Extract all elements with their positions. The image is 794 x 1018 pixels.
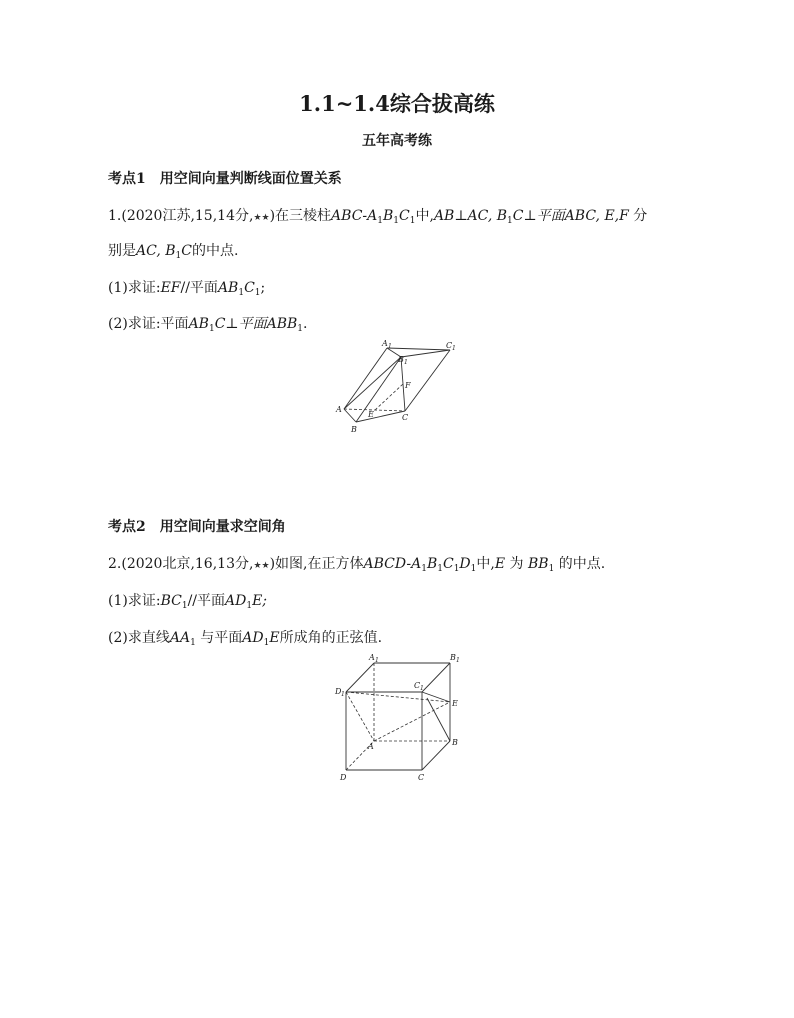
label-e: E bbox=[452, 699, 458, 708]
subscript: 1 bbox=[175, 251, 182, 261]
subscript: 1 bbox=[437, 564, 443, 574]
edge-ac bbox=[344, 409, 405, 411]
label-d1-sub: 1 bbox=[341, 691, 345, 698]
math: C⊥平面 bbox=[512, 208, 565, 224]
text: (2)求证:平面 bbox=[108, 316, 189, 332]
subscript: 1 bbox=[453, 564, 460, 574]
math: C bbox=[442, 556, 454, 572]
subscript: 1 bbox=[507, 216, 513, 226]
label-c1: C bbox=[446, 341, 453, 350]
page-subtitle: 五年高考练 bbox=[362, 133, 432, 149]
text: 分 bbox=[633, 208, 648, 224]
page-title: 1.1~1.4综合拔高练 bbox=[299, 91, 495, 116]
problem-1-part-2 bbox=[108, 313, 307, 334]
paren-close: ) bbox=[269, 208, 276, 224]
text: . bbox=[303, 316, 308, 332]
label-b1-sub: 1 bbox=[456, 657, 460, 664]
label-b: B bbox=[452, 738, 458, 747]
label-a: A bbox=[368, 742, 374, 751]
edge-a1a bbox=[344, 348, 387, 409]
math: D bbox=[459, 556, 471, 572]
edge-b1c1 bbox=[401, 350, 450, 357]
subscript: 1 bbox=[470, 564, 477, 574]
math: AB bbox=[188, 316, 209, 332]
subscript: 1 bbox=[548, 564, 555, 574]
subscript: 1 bbox=[238, 288, 245, 298]
section-2-heading bbox=[108, 516, 286, 536]
edge-b1b bbox=[356, 357, 401, 422]
label-b: B bbox=[351, 425, 357, 434]
subscript: 1 bbox=[208, 324, 215, 334]
edge-d1e bbox=[346, 692, 450, 702]
label-a1: A bbox=[382, 339, 388, 348]
math: AB bbox=[217, 280, 239, 296]
subscript: 1 bbox=[377, 216, 383, 226]
label-f: F bbox=[405, 381, 411, 390]
math: ABC, bbox=[564, 208, 600, 224]
math: E bbox=[494, 556, 506, 572]
text: 所成角的正弦值. bbox=[279, 630, 383, 646]
math: C bbox=[399, 208, 410, 224]
text: 别是 bbox=[108, 243, 136, 259]
problem-1-line-2 bbox=[108, 240, 238, 261]
label-c: C bbox=[418, 773, 425, 782]
subscript: 1 bbox=[254, 288, 261, 298]
math: ABB bbox=[266, 316, 298, 332]
section-1-title: 用空间向量判断线面位置关系 bbox=[159, 171, 342, 187]
math: C bbox=[244, 280, 255, 296]
section-1-label: 考点1 bbox=[108, 171, 146, 187]
label-c1: C bbox=[414, 681, 421, 690]
difficulty-icon: ★★ bbox=[253, 213, 270, 223]
problem-2-number: 2. bbox=[108, 556, 122, 572]
edge-c1b1 bbox=[422, 663, 450, 692]
problem-2-part-2 bbox=[108, 627, 382, 648]
subscript: 1 bbox=[421, 564, 427, 574]
math: B bbox=[383, 208, 394, 224]
text: (1)求证: bbox=[108, 593, 161, 609]
label-a1: A bbox=[369, 653, 375, 662]
edge-ab1 bbox=[344, 357, 401, 409]
label-c1-sub: 1 bbox=[452, 345, 456, 352]
label-d: D bbox=[340, 773, 347, 782]
edge-c1c bbox=[405, 350, 450, 411]
text: 的中点. bbox=[191, 243, 239, 259]
problem-2-part-1 bbox=[108, 590, 267, 611]
problem-2-source: (2020北京,16,13分, bbox=[121, 556, 254, 572]
math: BC bbox=[160, 593, 182, 609]
edge-cb bbox=[422, 741, 450, 770]
problem-1-source: (2020江苏,15,14分, bbox=[121, 208, 254, 224]
subscript: 1 bbox=[246, 601, 253, 611]
math: C bbox=[181, 243, 192, 259]
problem-1-part-1 bbox=[108, 277, 265, 298]
prism-figure bbox=[335, 338, 465, 438]
math: AA bbox=[169, 630, 191, 646]
subscript: 1 bbox=[263, 638, 270, 648]
label-a1-sub: 1 bbox=[375, 657, 379, 664]
subscript: 1 bbox=[297, 324, 304, 334]
paren-close: ) bbox=[269, 556, 276, 572]
edge-d1a1 bbox=[346, 663, 374, 692]
math: ABC-A bbox=[331, 208, 378, 224]
edge-a1c1 bbox=[387, 348, 450, 350]
section-1-heading bbox=[108, 168, 342, 188]
label-d1: D bbox=[335, 687, 342, 696]
math: ABCD-A bbox=[363, 556, 422, 572]
subscript: 1 bbox=[393, 216, 400, 226]
math: AD bbox=[242, 630, 264, 646]
math: BB bbox=[527, 556, 549, 572]
label-b1-sub: 1 bbox=[404, 359, 408, 366]
text: 中, bbox=[476, 556, 495, 572]
problem-2-line-1 bbox=[108, 553, 605, 574]
text: 在三棱柱 bbox=[275, 208, 332, 224]
math: E bbox=[269, 630, 280, 646]
edge-d1a bbox=[346, 692, 374, 741]
label-c: C bbox=[402, 413, 409, 422]
math: AB⊥AC, bbox=[433, 208, 493, 224]
text: 中, bbox=[415, 208, 434, 224]
label-a: A bbox=[336, 405, 342, 414]
label-e: E bbox=[368, 410, 374, 419]
text: 如图,在正方体 bbox=[275, 556, 364, 572]
text: 与平面 bbox=[200, 630, 243, 646]
text: //平面 bbox=[180, 280, 218, 296]
math: E; bbox=[252, 593, 268, 609]
problem-1-line-1 bbox=[108, 205, 647, 226]
subscript: 1 bbox=[181, 601, 188, 611]
text: 的中点. bbox=[558, 556, 606, 572]
math: AC, bbox=[136, 243, 161, 259]
difficulty-icon: ★★ bbox=[253, 561, 270, 571]
text: //平面 bbox=[187, 593, 225, 609]
section-2-label: 考点2 bbox=[108, 519, 146, 535]
text: (2)求直线 bbox=[108, 630, 170, 646]
problem-1-number: 1. bbox=[108, 208, 122, 224]
edge-ae bbox=[374, 702, 450, 741]
text: (1)求证: bbox=[108, 280, 161, 296]
cube-figure bbox=[332, 650, 472, 785]
edge-bc bbox=[356, 411, 405, 422]
subscript: 1 bbox=[190, 638, 196, 648]
edge-c1b-diag bbox=[427, 698, 450, 741]
math: B bbox=[426, 556, 438, 572]
math: AD bbox=[225, 593, 247, 609]
math: B bbox=[496, 208, 508, 224]
edge-ab bbox=[344, 409, 356, 422]
text: ; bbox=[260, 280, 266, 296]
label-c1-sub: 1 bbox=[420, 685, 424, 692]
math: EF bbox=[160, 280, 181, 296]
text: 为 bbox=[509, 556, 524, 572]
subscript: 1 bbox=[409, 216, 416, 226]
section-2-title: 用空间向量求空间角 bbox=[159, 519, 286, 535]
math: B bbox=[165, 243, 176, 259]
math: E,F bbox=[604, 208, 629, 224]
math: C⊥平面 bbox=[214, 316, 267, 332]
label-b1: B bbox=[398, 355, 404, 364]
label-a1-sub: 1 bbox=[388, 343, 392, 350]
label-b1: B bbox=[450, 653, 456, 662]
